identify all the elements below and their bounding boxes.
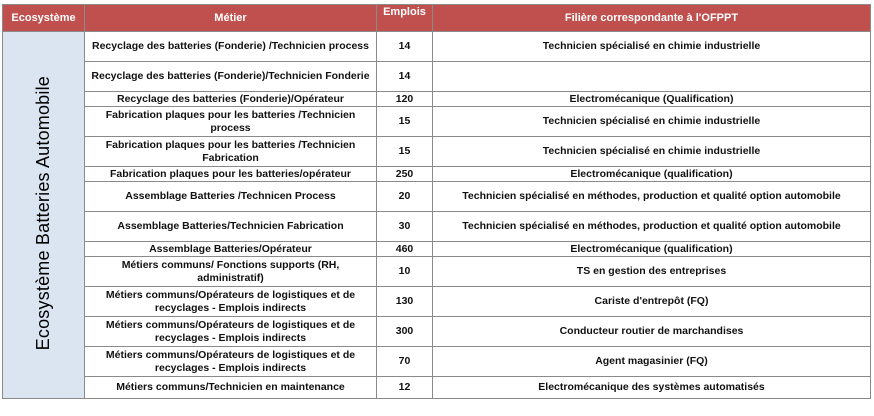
table-row (3, 137, 871, 167)
emplois-cell: 130 (377, 287, 433, 317)
table-row (3, 377, 871, 399)
filiere-cell: Electromécanique des systèmes automatisés (433, 377, 871, 399)
emplois-cell: 15 (377, 107, 433, 137)
table-row (3, 242, 871, 257)
table-row (3, 62, 871, 92)
metier-cell: Assemblage Batteries/Opérateur (85, 242, 377, 257)
emplois-cell: 120 (377, 92, 433, 107)
metier-cell: Recyclage des batteries (Fonderie)/Opérateur (85, 92, 377, 107)
metier-cell: Métiers communs/Opérateurs de logistiques et de recyclages - Emplois indirects (85, 287, 377, 317)
table-row (3, 317, 871, 347)
table-row (3, 257, 871, 287)
metier-cell: Métiers communs/Opérateurs de logistiques et de recyclages - Emplois indirects (85, 317, 377, 347)
table-row (3, 107, 871, 137)
emplois-cell: 30 (377, 212, 433, 242)
metier-cell: Métiers communs/Opérateurs de logistiques et de recyclages - Emplois indirects (85, 347, 377, 377)
filiere-cell (433, 62, 871, 92)
emplois-cell: 14 (377, 32, 433, 62)
emplois-cell: 70 (377, 347, 433, 377)
filiere-cell: Cariste d'entrepôt (FQ) (433, 287, 871, 317)
table-row (3, 347, 871, 377)
emplois-cell: 20 (377, 182, 433, 212)
emplois-cell: 10 (377, 257, 433, 287)
filiere-cell: Conducteur routier de marchandises (433, 317, 871, 347)
header-metier: Métier (85, 5, 377, 32)
table-row (3, 32, 871, 62)
header-ecosysteme: Ecosystème (3, 5, 85, 32)
filiere-cell: Agent magasinier (FQ) (433, 347, 871, 377)
emplois-cell: 12 (377, 377, 433, 399)
filiere-cell: Technicien spécialisé en méthodes, production et qualité option automobile (433, 212, 871, 242)
header-emplois: Emplois (377, 5, 433, 32)
metier-cell: Fabrication plaques pour les batteries /Technicien process (85, 107, 377, 137)
filiere-cell: Electromécanique (Qualification) (433, 92, 871, 107)
table-row (3, 92, 871, 107)
header-filiere: Filière correspondante à l'OFPPT (433, 5, 871, 32)
metier-cell: Fabrication plaques pour les batteries/opérateur (85, 167, 377, 182)
filiere-cell: TS en gestion des entreprises (433, 257, 871, 287)
emplois-cell: 300 (377, 317, 433, 347)
table-row (3, 212, 871, 242)
table-row (3, 287, 871, 317)
emplois-cell: 14 (377, 62, 433, 92)
metier-cell: Recyclage des batteries (Fonderie)/Technicien Fonderie (85, 62, 377, 92)
filiere-cell: Electromécanique (qualification) (433, 242, 871, 257)
filiere-cell: Technicien spécialisé en chimie industrielle (433, 137, 871, 167)
jobs-table-container (2, 4, 871, 399)
metier-cell: Assemblage Batteries /Technicen Process (85, 182, 377, 212)
emplois-cell: 250 (377, 167, 433, 182)
filiere-cell: Technicien spécialisé en chimie industrielle (433, 32, 871, 62)
metier-cell: Métiers communs/Technicien en maintenance (85, 377, 377, 399)
table-row (3, 182, 871, 212)
emplois-cell: 15 (377, 137, 433, 167)
filiere-cell: Electromécanique (qualification) (433, 167, 871, 182)
filiere-cell: Technicien spécialisé en chimie industrielle (433, 107, 871, 137)
header-row (3, 5, 871, 32)
jobs-table (2, 4, 871, 399)
emplois-cell: 460 (377, 242, 433, 257)
metier-cell: Fabrication plaques pour les batteries /Technicien Fabrication (85, 137, 377, 167)
metier-cell: Assemblage Batteries/Technicien Fabrication (85, 212, 377, 242)
ecosystem-label: Ecosystème Batteries Automobile (33, 75, 53, 351)
metier-cell: Recyclage des batteries (Fonderie) /Technicien process (85, 32, 377, 62)
table-row (3, 167, 871, 182)
table-body (3, 32, 871, 399)
filiere-cell: Technicien spécialisé en méthodes, production et qualité option automobile (433, 182, 871, 212)
ecosystem-cell (3, 32, 85, 399)
metier-cell: Métiers communs/ Fonctions supports (RH, administratif) (85, 257, 377, 287)
